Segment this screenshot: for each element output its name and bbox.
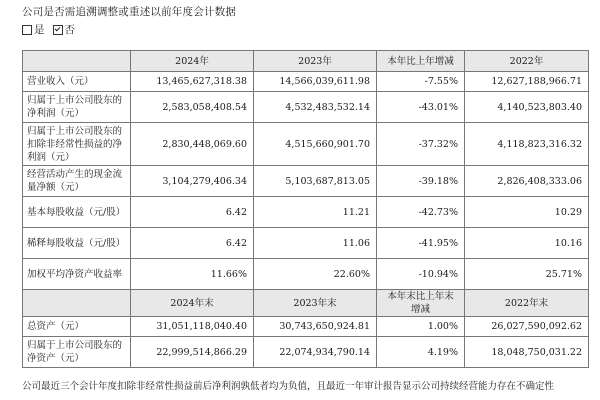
row-label: 基本每股收益（元/股） [23, 197, 131, 228]
section-heading: 公司是否需追溯调整或重述以前年度会计数据 [22, 6, 236, 18]
cell-value: 25.71% [465, 259, 589, 290]
cell-value: 22.60% [254, 259, 377, 290]
cell-value: 10.16 [465, 228, 589, 259]
table2-header-row [23, 290, 589, 317]
cell-value: 1.00% [377, 317, 465, 337]
header-2022: 2022年 [465, 51, 589, 72]
row-label: 归属于上市公司股东的净资产（元） [23, 337, 131, 368]
row-label: 营业收入（元） [23, 72, 131, 92]
cell-value: -37.32% [377, 123, 465, 166]
cell-value: -42.73% [377, 197, 465, 228]
no-checkbox-checked-icon[interactable] [53, 25, 63, 35]
financial-data-table [22, 50, 589, 368]
cell-value: 13,465,627,318.38 [131, 72, 254, 92]
header-2024-end: 2024年末 [131, 290, 254, 317]
cell-value: -10.94% [377, 259, 465, 290]
table-row [23, 123, 589, 166]
row-label: 归属于上市公司股东的净利润（元） [23, 92, 131, 123]
header-yoy-change: 本年比上年增减 [377, 51, 465, 72]
footer-note: 公司最近三个会计年度扣除非经常性损益前后净利润孰低者均为负值，且最近一年审计报告显示公司持续经营能力存在不确定性 [22, 381, 555, 392]
yes-checkbox-icon[interactable] [22, 25, 32, 35]
cell-value: 3,104,279,406.34 [131, 166, 254, 197]
cell-value: 11.66% [131, 259, 254, 290]
option-yes[interactable] [22, 23, 45, 37]
header-2023: 2023年 [254, 51, 377, 72]
cell-value: 22,074,934,790.14 [254, 337, 377, 368]
row-label: 稀释每股收益（元/股） [23, 228, 131, 259]
cell-value: 2,830,448,069.60 [131, 123, 254, 166]
cell-value: 5,103,687,813.05 [254, 166, 377, 197]
cell-value: 4,532,483,532.14 [254, 92, 377, 123]
cell-value: 6.42 [131, 197, 254, 228]
cell-value: -43.01% [377, 92, 465, 123]
header-yoy-end-change: 本年末比上年末增减 [377, 290, 465, 317]
cell-value: 22,999,514,866.29 [131, 337, 254, 368]
table-row [23, 317, 589, 337]
table-row [23, 166, 589, 197]
cell-value: 10.29 [465, 197, 589, 228]
table-row [23, 259, 589, 290]
cell-value: -41.95% [377, 228, 465, 259]
cell-value: 11.21 [254, 197, 377, 228]
table-row [23, 228, 589, 259]
cell-value: 2,583,058,408.54 [131, 92, 254, 123]
header-2022-end: 2022年末 [465, 290, 589, 317]
table-row [23, 197, 589, 228]
option-no[interactable] [53, 23, 76, 37]
header-blank-cell [23, 51, 131, 72]
row-label: 总资产（元） [23, 317, 131, 337]
restatement-options [22, 23, 83, 37]
option-yes-label: 是 [34, 24, 45, 36]
cell-value: 4,118,823,316.32 [465, 123, 589, 166]
row-label: 经营活动产生的现金流量净额（元） [23, 166, 131, 197]
cell-value: 31,051,118,040.40 [131, 317, 254, 337]
cell-value: 18,048,750,031.22 [465, 337, 589, 368]
table-row [23, 72, 589, 92]
header-blank-cell [23, 290, 131, 317]
cell-value: 14,566,039,611.98 [254, 72, 377, 92]
cell-value: 26,027,590,092.62 [465, 317, 589, 337]
cell-value: 6.42 [131, 228, 254, 259]
cell-value: 30,743,650,924.81 [254, 317, 377, 337]
header-2024: 2024年 [131, 51, 254, 72]
cell-value: 4.19% [377, 337, 465, 368]
cell-value: 2,826,408,333.06 [465, 166, 589, 197]
row-label: 归属于上市公司股东的扣除非经常性损益的净利润（元） [23, 123, 131, 166]
table-row [23, 337, 589, 368]
cell-value: 4,140,523,803.40 [465, 92, 589, 123]
cell-value: 12,627,188,966.71 [465, 72, 589, 92]
table-row [23, 92, 589, 123]
cell-value: 11.06 [254, 228, 377, 259]
row-label: 加权平均净资产收益率 [23, 259, 131, 290]
table1-header-row [23, 51, 589, 72]
cell-value: 4,515,660,901.70 [254, 123, 377, 166]
cell-value: -39.18% [377, 166, 465, 197]
cell-value: -7.55% [377, 72, 465, 92]
header-2023-end: 2023年末 [254, 290, 377, 317]
option-no-label: 否 [64, 24, 75, 36]
